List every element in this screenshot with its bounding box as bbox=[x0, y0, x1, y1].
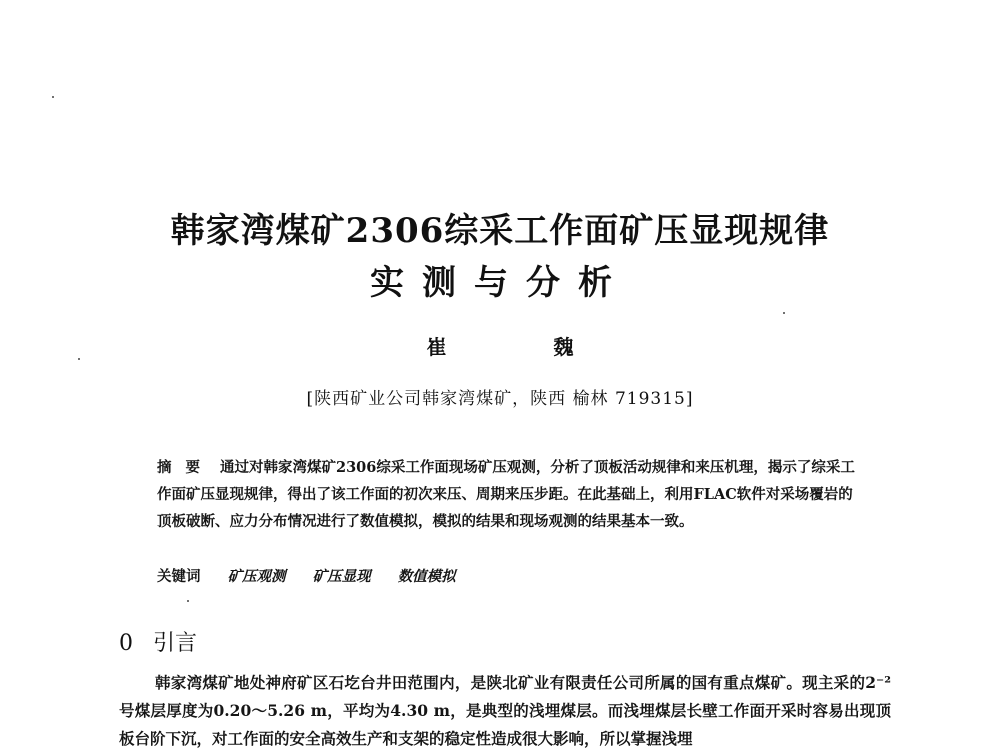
abstract bbox=[157, 454, 857, 535]
keywords bbox=[157, 565, 857, 586]
keyword-item: 矿压显现 bbox=[312, 568, 371, 585]
keywords-label: 关键词 bbox=[157, 568, 201, 585]
abstract-text: 通过对韩家湾煤矿2306综采工作面现场矿压观测，分析了顶板活动规律和来压机理，揭示了综采工作面矿压显现规律，得出了该工作面的初次来压、周期来压步距。在此基础上，利用FLAC软件对采场覆岩的顶板破断、应力分布情况进行了数值模拟，模拟的结果和现场观测的结果基本一致。 bbox=[157, 459, 855, 530]
scan-speck bbox=[52, 96, 54, 98]
scan-speck bbox=[187, 600, 189, 602]
author-name: 崔 魏 bbox=[426, 335, 624, 359]
paper-title-line-2: 实测与分析 bbox=[370, 263, 630, 303]
scan-speck bbox=[783, 312, 785, 314]
paper-title-line-1: 韩家湾煤矿2306综采工作面矿压显现规律 bbox=[170, 211, 830, 251]
section-title: 引言 bbox=[153, 631, 198, 656]
abstract-label: 摘要 bbox=[157, 459, 214, 476]
author-affiliation: [陕西矿业公司韩家湾煤矿，陕西 榆林 719315] bbox=[306, 389, 694, 409]
keyword-item: 矿压观测 bbox=[227, 568, 286, 585]
keyword-item: 数值模拟 bbox=[397, 568, 456, 585]
section-heading bbox=[119, 626, 197, 657]
body-text bbox=[119, 669, 891, 753]
section-number: 0 bbox=[119, 631, 133, 656]
body-paragraph: 韩家湾煤矿地处神府矿区石圪台井田范围内，是陕北矿业有限责任公司所属的国有重点煤矿。现主采的2⁻²号煤层厚度为0.20～5.26 m，平均为4.30 m，是典型的浅埋煤层。而浅埋煤层长壁工作面开采时容易出现顶板台阶下沉，对工作面的安全高效生产和支架的稳定性造成很大影响，所以掌握浅埋 bbox=[119, 673, 891, 748]
